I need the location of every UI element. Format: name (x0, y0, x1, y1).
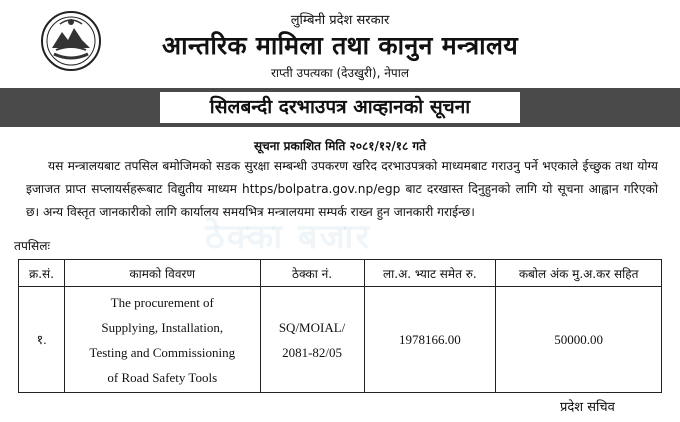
header-bid-amount: कबोल अंक मु.अ.कर सहित (496, 260, 662, 287)
ministry-location: राप्ती उपत्यका (देउखुरी), नेपाल (271, 66, 409, 80)
procurement-table (18, 259, 662, 393)
header-description: कामको विवरण (64, 260, 260, 287)
ministry-name: आन्तरिक मामिला तथा कानुन मन्त्रालय (161, 31, 518, 60)
description-line: Supplying, Installation, (101, 319, 224, 335)
header-estimate: ला.अ. भ्याट समेत रु. (364, 260, 496, 287)
contract-no-line: 2081-82/05 (282, 344, 343, 360)
watermark: ठेक्का बजार (205, 217, 372, 257)
contract-no-line: SQ/MOIAL/ (278, 319, 346, 335)
table-row (19, 287, 662, 393)
cell-contract-no (260, 287, 364, 393)
notice-title: सिलबन्दी दरभाउपत्र आव्हानको सूचना (160, 92, 520, 123)
description-line: of Road Safety Tools (107, 369, 218, 385)
cell-sn: १. (19, 287, 65, 393)
notice-body: यस मन्त्रालयबाट तपसिल बमोजिमको सडक सुरक्षा सम्बन्धी उपकरण खरिद दरभाउपत्रको माध्यमबाट गराउनु पर्ने भएकाले ईच्छुक तथा योग्य इजाजत प्राप्त सप्लायर्सहरूबाट विद्युतीय माध्यम https/bolpatra.gov.np/egp बाट दरखास्त दिनुहुनको लागि यो सूचना आह्वान गरिएको छ। अन्य विस्तृत जानकारीको लागि कार्यालय समयभित्र मन्त्रालयमा सम्पर्क राख्न हुन जानकारी गराईन्छ। (26, 159, 658, 219)
description-line: Testing and Commissioning (89, 344, 236, 360)
government-name: लुम्बिनी प्रदेश सरकार (290, 13, 390, 28)
signature: प्रदेश सचिव (560, 400, 615, 415)
header-sn: क्र.सं. (19, 260, 65, 287)
cell-description (64, 287, 260, 393)
details-label: तपसिलः (14, 239, 50, 253)
description-line: The procurement of (110, 294, 214, 310)
table-header-row (19, 260, 662, 287)
cell-bid-amount: 50000.00 (496, 287, 662, 393)
header-contract-no: ठेक्का नं. (260, 260, 364, 287)
cell-estimate: 1978166.00 (364, 287, 496, 393)
published-date: सूचना प्रकाशित मिति २०८१/१२/१८ गते (254, 139, 426, 153)
